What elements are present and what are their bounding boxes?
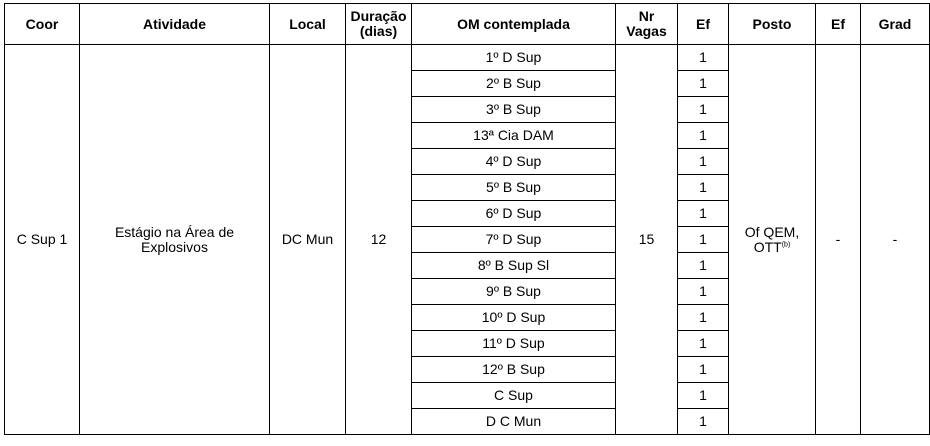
header-om: OM contemplada: [412, 4, 616, 45]
cell-om: 5º B Sup: [412, 175, 616, 201]
cell-vagas: 15: [616, 45, 678, 435]
cell-atividade: [80, 45, 270, 435]
cell-om: 3º B Sup: [412, 97, 616, 123]
table-row: [5, 45, 930, 71]
cell-ef: 1: [678, 357, 729, 383]
cell-atividade-line1: Estágio na Área de: [114, 223, 235, 240]
header-duracao-unit: (dias): [359, 23, 398, 39]
header-duracao-label: Duração: [350, 8, 407, 24]
header-row: [5, 4, 930, 45]
header-local: Local: [270, 4, 346, 45]
header-ef-2: Ef: [816, 4, 861, 45]
cell-om: 1º D Sup: [412, 45, 616, 71]
vacancy-table: [4, 3, 930, 435]
cell-ef: 1: [678, 409, 729, 435]
cell-ef: 1: [678, 97, 729, 123]
header-grad: Grad: [861, 4, 930, 45]
cell-posto: [729, 45, 816, 435]
cell-ef: 1: [678, 253, 729, 279]
cell-ef: 1: [678, 383, 729, 409]
header-ef-1: Ef: [678, 4, 729, 45]
cell-om: 13ª Cia DAM: [412, 123, 616, 149]
cell-posto-line1: Of QEM,: [744, 223, 800, 240]
cell-ef: 1: [678, 331, 729, 357]
cell-om: 10º D Sup: [412, 305, 616, 331]
cell-om: 6º D Sup: [412, 201, 616, 227]
cell-ef: 1: [678, 279, 729, 305]
cell-posto-line2: OTT: [753, 238, 782, 255]
header-duracao: [346, 4, 412, 45]
cell-ef: 1: [678, 149, 729, 175]
footnote-marker: (b): [781, 240, 791, 248]
cell-ef: 1: [678, 71, 729, 97]
cell-om: 2º B Sup: [412, 71, 616, 97]
cell-om: C Sup: [412, 383, 616, 409]
cell-om: 8º B Sup Sl: [412, 253, 616, 279]
cell-atividade-line2: Explosivos: [141, 238, 208, 255]
cell-ef: 1: [678, 175, 729, 201]
header-nr-label: Nr: [638, 8, 655, 24]
header-vagas-label: Vagas: [626, 23, 667, 39]
cell-om: 9º B Sup: [412, 279, 616, 305]
header-atividade: Atividade: [80, 4, 270, 45]
cell-ef: 1: [678, 201, 729, 227]
cell-om: 4º D Sup: [412, 149, 616, 175]
cell-ef: 1: [678, 305, 729, 331]
cell-om: 7º D Sup: [412, 227, 616, 253]
cell-ef: 1: [678, 227, 729, 253]
cell-local: DC Mun: [270, 45, 346, 435]
cell-ef: 1: [678, 123, 729, 149]
cell-ef: 1: [678, 45, 729, 71]
cell-om: 12º B Sup: [412, 357, 616, 383]
cell-om: D C Mun: [412, 409, 616, 435]
cell-ef-2: -: [816, 45, 861, 435]
cell-duracao: 12: [346, 45, 412, 435]
cell-grad: -: [861, 45, 930, 435]
header-posto: Posto: [729, 4, 816, 45]
table-body: [5, 45, 930, 435]
header-coor: Coor: [5, 4, 80, 45]
header-nr-vagas: [616, 4, 678, 45]
cell-om: 11º D Sup: [412, 331, 616, 357]
cell-coor: C Sup 1: [5, 45, 80, 435]
